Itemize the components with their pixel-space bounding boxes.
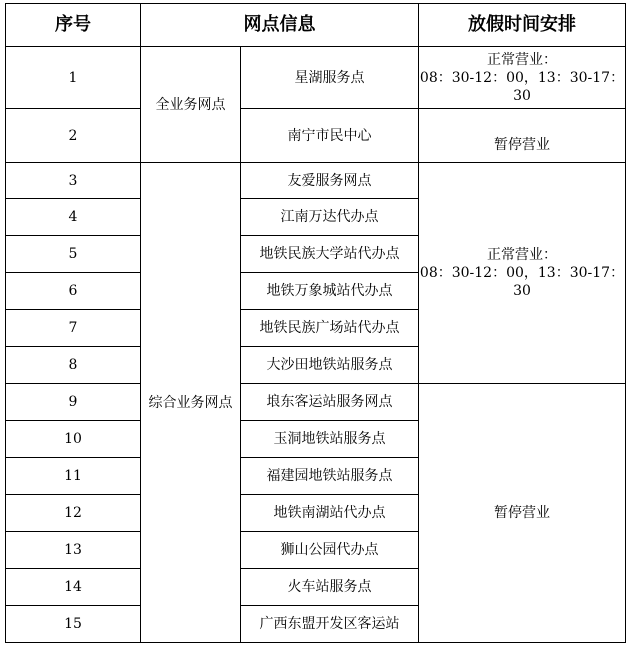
schedule-paused: 暂停营业 (419, 109, 626, 163)
outlet-name: 福建园地铁站服务点 (241, 458, 419, 495)
row-number: 14 (6, 569, 141, 606)
schedule-normal-label: 正常营业： (487, 51, 557, 68)
schedule-table (5, 3, 626, 643)
row-number: 7 (6, 310, 141, 347)
row-number: 10 (6, 421, 141, 458)
outlet-name: 地铁民族广场站代办点 (241, 310, 419, 347)
outlet-name: 地铁南湖站代办点 (241, 495, 419, 532)
category-full: 全业务网点 (141, 47, 241, 163)
row-number: 2 (6, 109, 141, 163)
row-number: 3 (6, 163, 141, 199)
schedule-paused: 暂停营业 (419, 384, 626, 643)
outlet-name: 广西东盟开发区客运站 (241, 606, 419, 643)
row-number: 4 (6, 199, 141, 236)
schedule-normal-label: 正常营业： (487, 247, 557, 263)
table-row (6, 384, 626, 421)
table-row (6, 163, 626, 199)
header-schedule: 放假时间安排 (419, 4, 626, 47)
schedule-normal (419, 163, 626, 384)
header-info: 网点信息 (141, 4, 419, 47)
row-number: 1 (6, 47, 141, 109)
outlet-name: 友爱服务网点 (241, 163, 419, 199)
outlet-name: 埌东客运站服务网点 (241, 384, 419, 421)
outlet-name: 地铁民族大学站代办点 (241, 236, 419, 273)
row-number: 13 (6, 532, 141, 569)
category-general: 综合业务网点 (141, 163, 241, 643)
header-seq: 序号 (6, 4, 141, 47)
table-row (6, 109, 626, 163)
row-number: 9 (6, 384, 141, 421)
outlet-name: 大沙田地铁站服务点 (241, 347, 419, 384)
schedule-normal (419, 47, 626, 109)
outlet-name: 星湖服务点 (241, 47, 419, 109)
table-row (6, 47, 626, 109)
outlet-name: 南宁市民中心 (241, 109, 419, 163)
schedule-normal-hours: 08：30-12：00，13：30-17：30 (419, 69, 625, 104)
row-number: 6 (6, 273, 141, 310)
schedule-normal-hours: 08：30-12：00，13：30-17：30 (419, 265, 625, 299)
outlet-name: 玉洞地铁站服务点 (241, 421, 419, 458)
row-number: 15 (6, 606, 141, 643)
outlet-name: 地铁万象城站代办点 (241, 273, 419, 310)
row-number: 12 (6, 495, 141, 532)
header-row (6, 4, 626, 47)
row-number: 11 (6, 458, 141, 495)
row-number: 5 (6, 236, 141, 273)
outlet-name: 狮山公园代办点 (241, 532, 419, 569)
outlet-name: 江南万达代办点 (241, 199, 419, 236)
row-number: 8 (6, 347, 141, 384)
outlet-name: 火车站服务点 (241, 569, 419, 606)
